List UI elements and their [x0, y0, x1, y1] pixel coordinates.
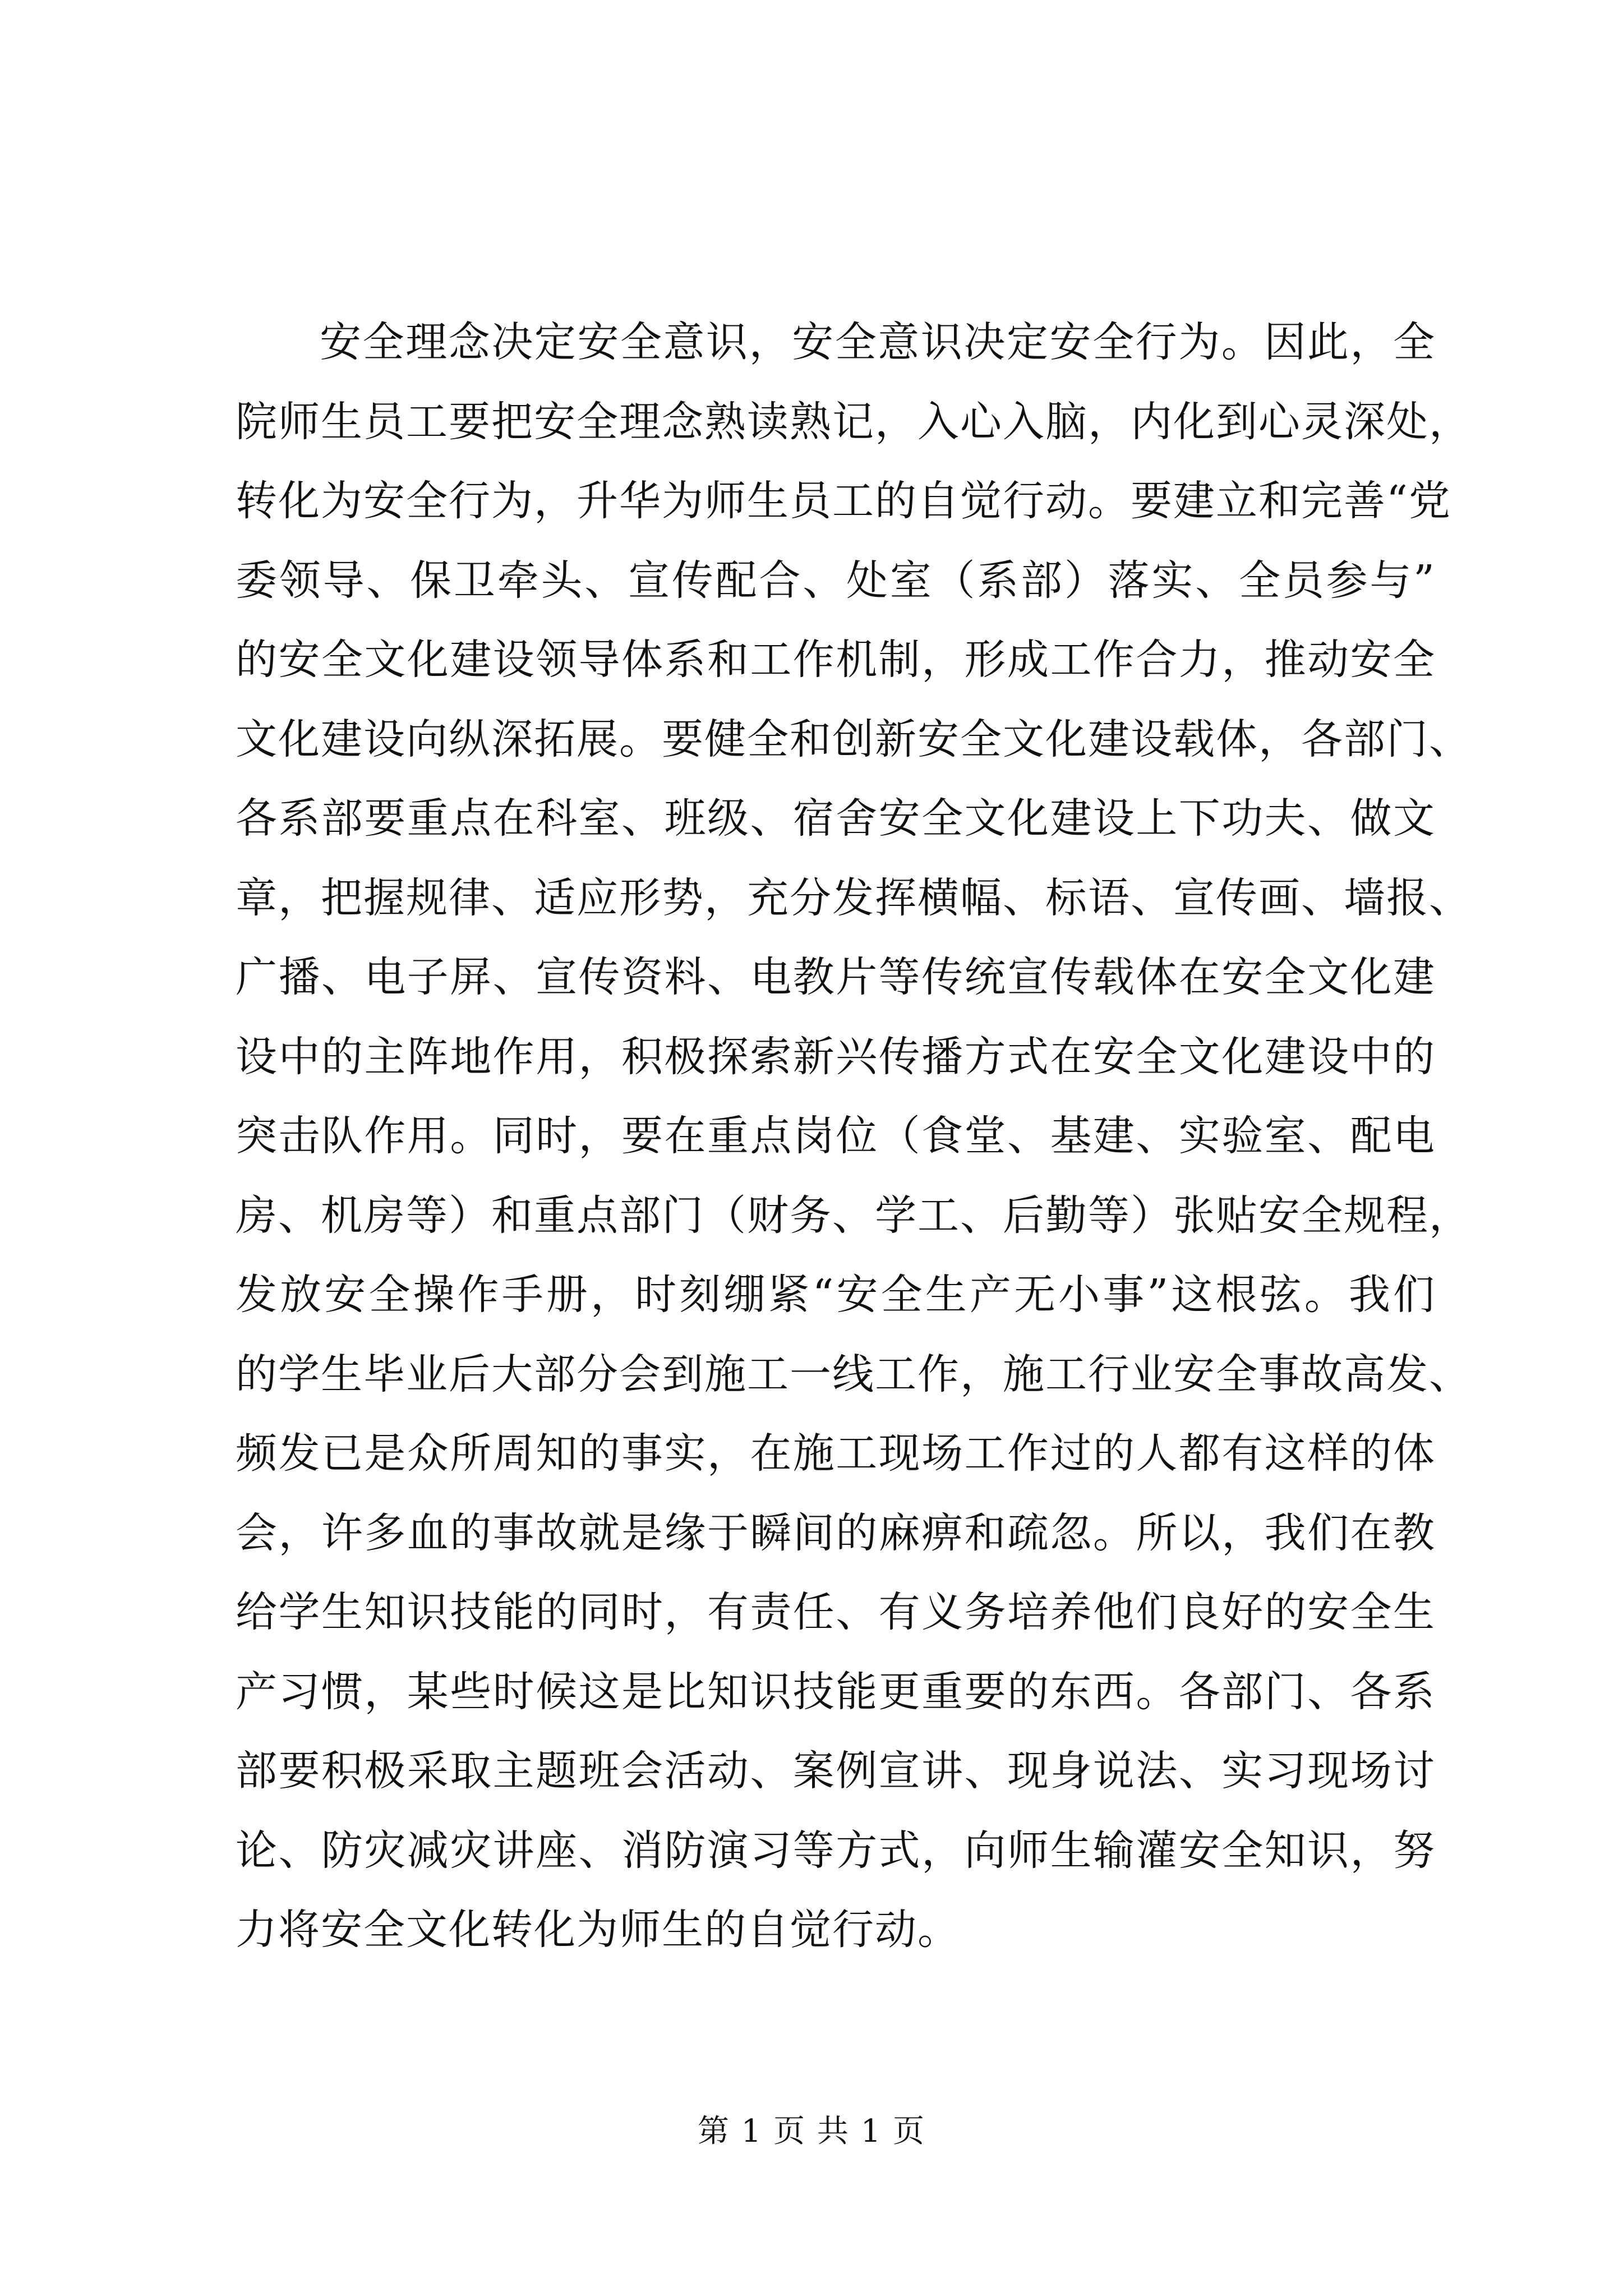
text-line: 会，许多血的事故就是缘于瞬间的麻痹和疏忽。所以，我们在教 — [236, 1508, 1436, 1557]
text-line: 突击队作用。同时，要在重点岗位（食堂、基建、实验室、配电 — [236, 1112, 1436, 1160]
text-line: 的学生毕业后大部分会到施工一线工作，施工行业安全事故高发、 — [236, 1350, 1472, 1398]
text-line: 房、机房等）和重点部门（财务、学工、后勤等）张贴安全规程， — [236, 1191, 1472, 1240]
text-line: 院师生员工要把安全理念熟读熟记，入心入脑，内化到心灵深处， — [236, 397, 1472, 446]
text-line: 设中的主阵地作用，积极探索新兴传播方式在安全文化建设中的 — [236, 1032, 1436, 1081]
text-line: 部要积极采取主题班会活动、案例宣讲、现身说法、实习现场讨 — [236, 1747, 1436, 1795]
body-paragraph — [236, 303, 1472, 1970]
text-line: 各系部要重点在科室、班级、宿舍安全文化建设上下功夫、做文 — [236, 794, 1436, 843]
text-line: 频发已是众所周知的事实，在施工现场工作过的人都有这样的体 — [236, 1429, 1436, 1478]
text-line: 产习惯，某些时候这是比知识技能更重要的东西。各部门、各系 — [236, 1667, 1436, 1716]
text-line: 给学生知识技能的同时，有责任、有义务培养他们良好的安全生 — [236, 1588, 1436, 1636]
text-line: 发放安全操作手册，时刻绷紧“安全生产无小事”这根弦。我们 — [236, 1271, 1436, 1319]
text-line: 委领导、保卫牵头、宣传配合、处室（系部）落实、全员参与” — [236, 556, 1436, 605]
text-line: 的安全文化建设领导体系和工作机制，形成工作合力，推动安全 — [236, 636, 1436, 684]
text-line: 安全理念决定安全意识，安全意识决定安全行为。因此，全 — [320, 318, 1436, 366]
page-footer: 第 1 页 共 1 页 — [697, 2113, 926, 2150]
text-line: 广播、电子屏、宣传资料、电教片等传统宣传载体在安全文化建 — [236, 953, 1436, 1001]
text-line: 力将安全文化转化为师生的自觉行动。 — [236, 1906, 960, 1954]
text-line: 文化建设向纵深拓展。要健全和创新安全文化建设载体，各部门、 — [236, 715, 1472, 763]
text-line: 章，把握规律、适应形势，充分发挥横幅、标语、宣传画、墙报、 — [236, 873, 1472, 922]
text-line: 转化为安全行为，升华为师生员工的自觉行动。要建立和完善“党 — [236, 477, 1451, 525]
text-line: 论、防灾减灾讲座、消防演习等方式，向师生输灌安全知识，努 — [236, 1826, 1436, 1875]
